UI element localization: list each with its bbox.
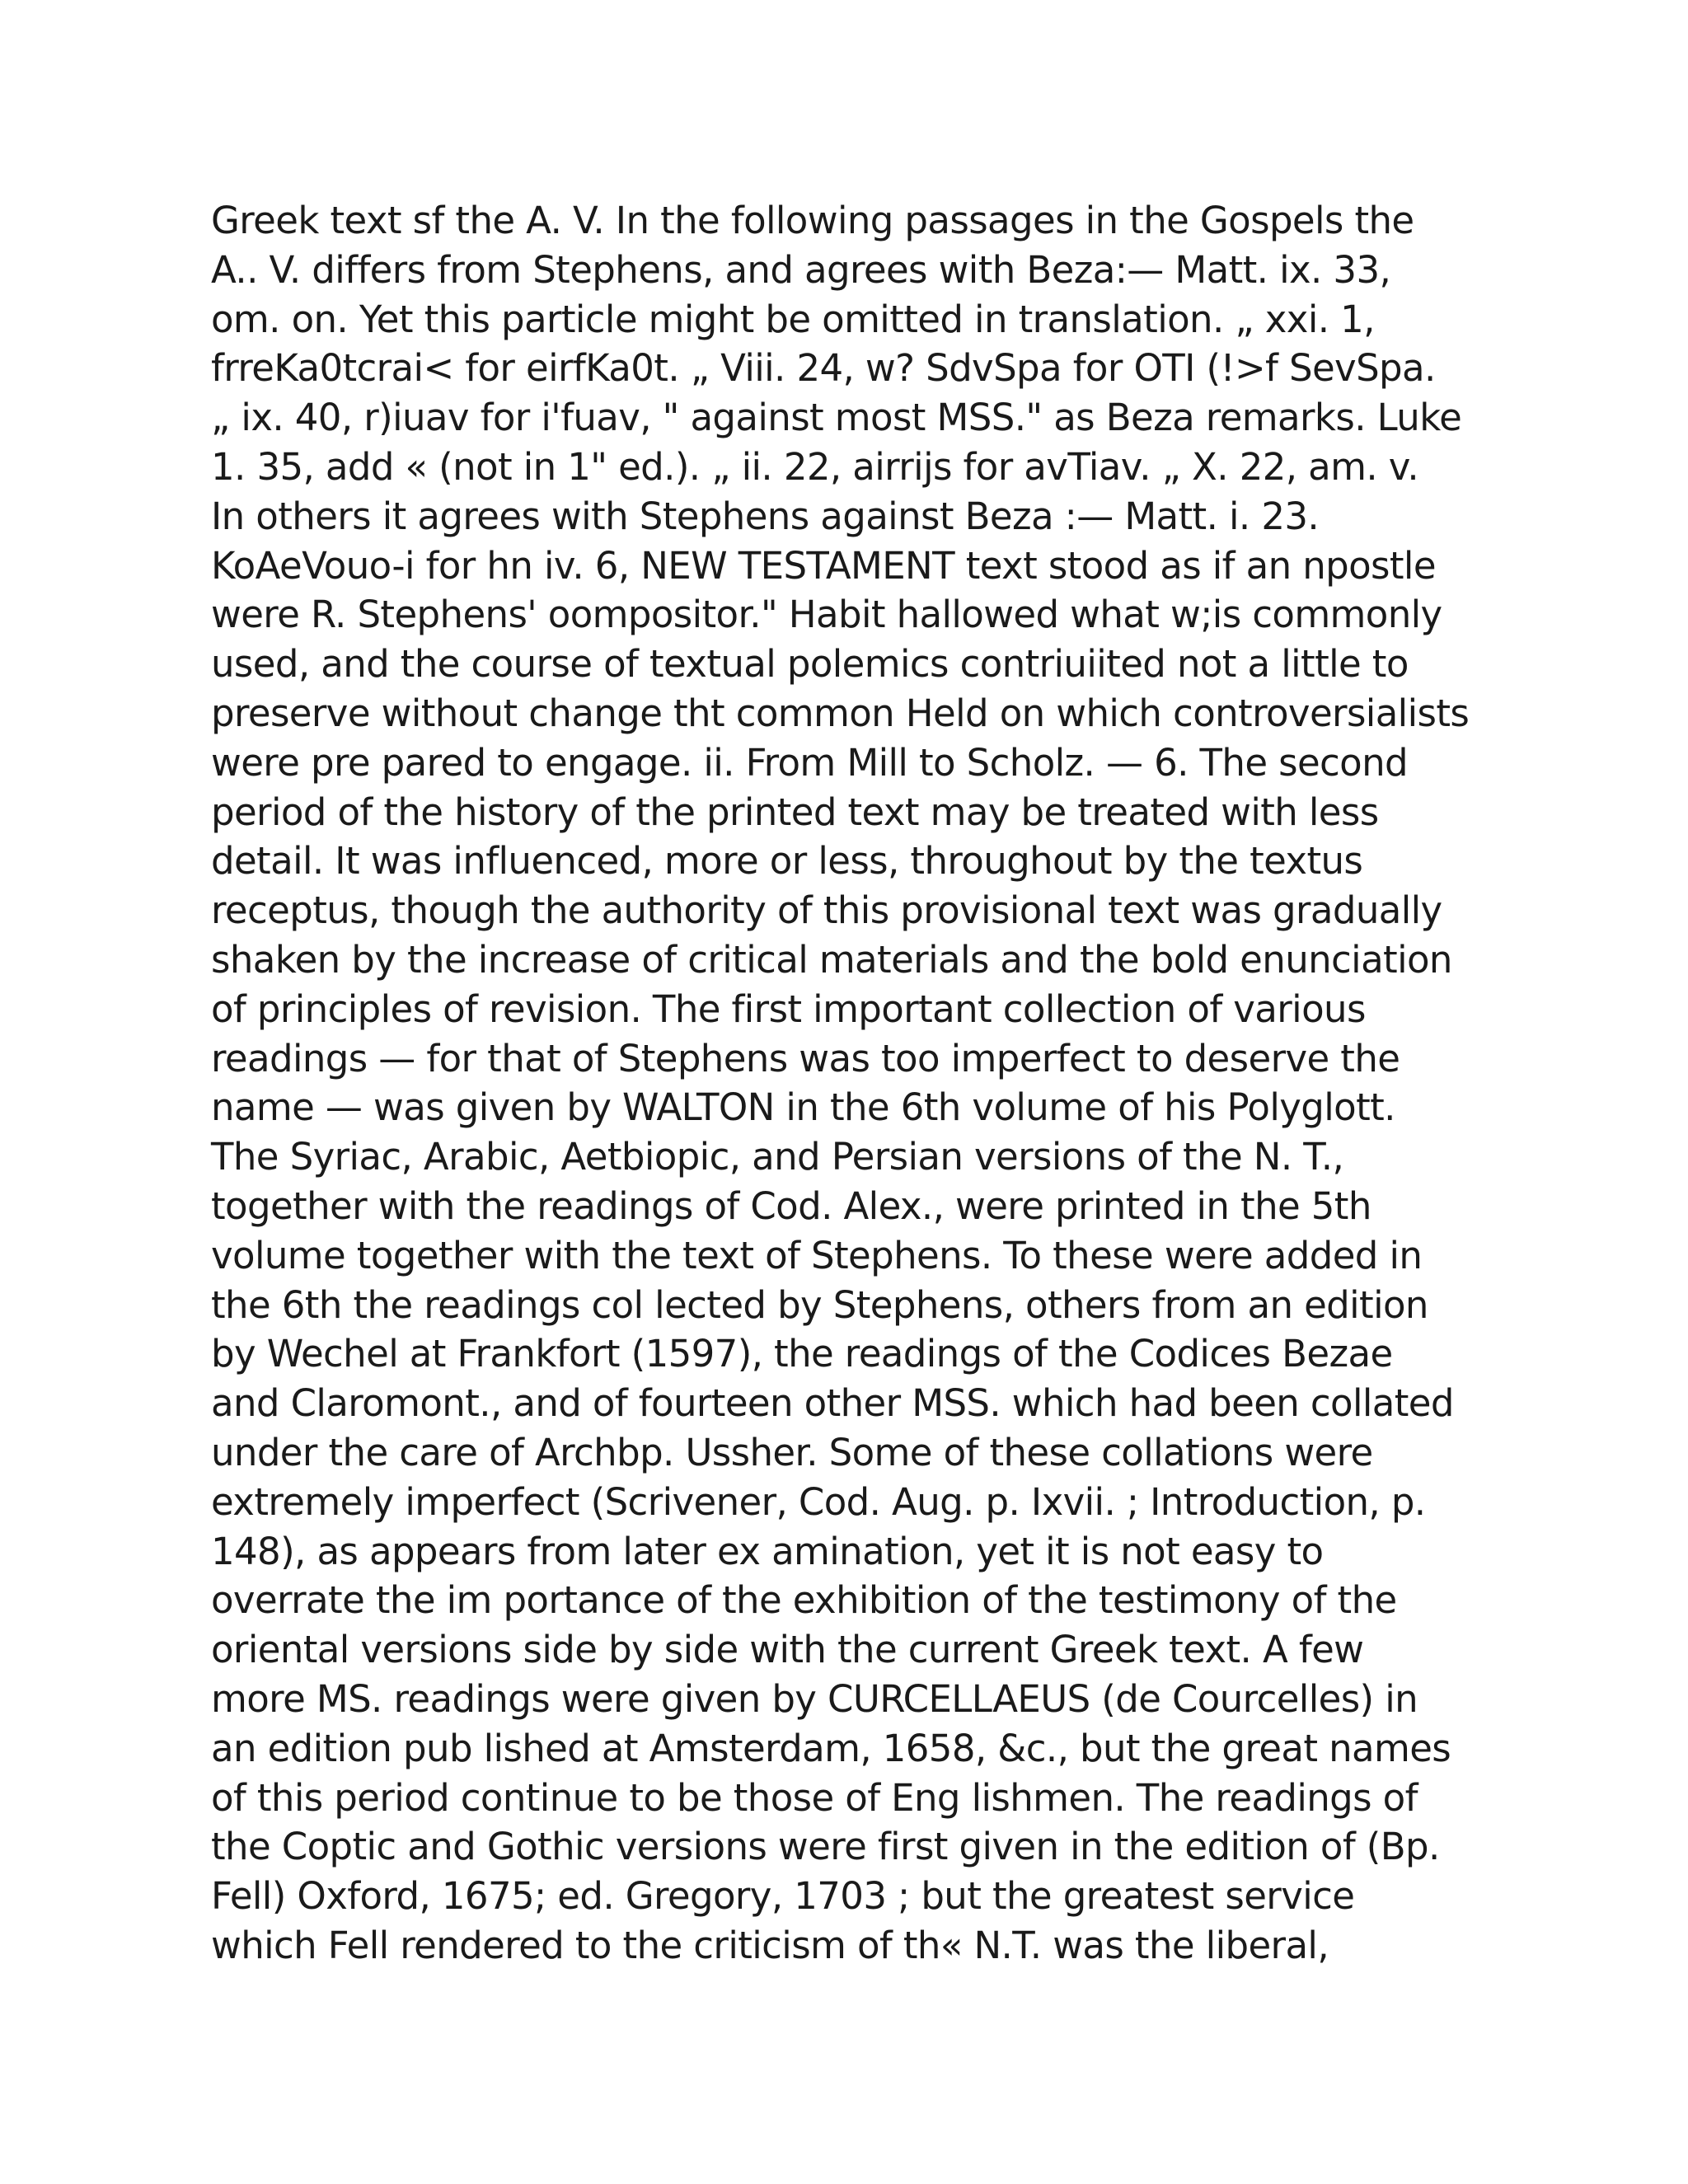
text-line: The Syriac, Arabic, Aetbiopic, and Persian versions of the N. T., bbox=[211, 1135, 1344, 1179]
text-line: by Wechel at Frankfort (1597), the readings of the Codices Bezae bbox=[211, 1332, 1393, 1376]
text-line: readings — for that of Stephens was too imperfect to deserve the bbox=[211, 1036, 1400, 1080]
text-line: which Fell rendered to the criticism of th« N.T. was the liberal, bbox=[211, 1923, 1329, 1967]
body-text bbox=[211, 196, 1497, 1971]
text-line: of this period continue to be those of Eng lishmen. The readings of bbox=[211, 1775, 1418, 1820]
text-line: shaken by the increase of critical materials and the bold enunciation bbox=[211, 937, 1452, 982]
text-line: under the care of Archbp. Ussher. Some of these collations were bbox=[211, 1430, 1373, 1474]
text-line: period of the history of the printed text may be treated with less bbox=[211, 790, 1379, 834]
text-line: an edition pub lished at Amsterdam, 1658, &c., but the great names bbox=[211, 1726, 1451, 1770]
text-line: and Claromont., and of fourteen other MSS. which had been collated bbox=[211, 1381, 1454, 1426]
text-line: more MS. readings were given by CURCELLAEUS (de Courcelles) in bbox=[211, 1676, 1418, 1721]
text-line: KoAeVouo-i for hn iv. 6, NEW TESTAMENT text stood as if an npostle bbox=[211, 543, 1436, 588]
text-line: Fell) Oxford, 1675; ed. Gregory, 1703 ; but the greatest service bbox=[211, 1874, 1355, 1919]
text-line: receptus, though the authority of this provisional text was gradually bbox=[211, 888, 1442, 933]
text-line: om. on. Yet this particle might be omitted in translation. „ xxi. 1, bbox=[211, 297, 1375, 341]
text-line: Greek text sf the A. V. In the following passages in the Gospels the bbox=[211, 199, 1414, 242]
text-line: In others it agrees with Stephens against Beza :— Matt. i. 23. bbox=[211, 494, 1320, 538]
text-line: together with the readings of Cod. Alex., were printed in the 5th bbox=[211, 1183, 1372, 1228]
text-line: 1. 35, add « (not in 1" ed.). „ ii. 22, airrijs for avTiav. „ X. 22, am. v. bbox=[211, 444, 1419, 489]
text-line: frreKa0tcrai< for eirfKa0t. „ Viii. 24, w? SdvSpa for OTI (!>f SevSpa. bbox=[211, 346, 1436, 391]
text-line: were pre pared to engage. ii. From Mill to Scholz. — 6. The second bbox=[211, 740, 1408, 785]
text-line: 148), as appears from later ex amination, yet it is not easy to bbox=[211, 1529, 1324, 1573]
text-line: extremely imperfect (Scrivener, Cod. Aug. p. Ixvii. ; Introduction, p. bbox=[211, 1479, 1426, 1524]
text-line: overrate the im portance of the exhibition of the testimony of the bbox=[211, 1578, 1397, 1623]
text-line: oriental versions side by side with the current Greek text. A few bbox=[211, 1628, 1364, 1672]
text-line: were R. Stephens' oompositor." Habit hallowed what w;is commonly bbox=[211, 593, 1442, 637]
text-line: of principles of revision. The first important collection of various bbox=[211, 987, 1366, 1031]
text-line: preserve without change tht common Held on which controversialists bbox=[211, 691, 1470, 735]
text-line: used, and the course of textual polemics contriuiited not a little to bbox=[211, 642, 1409, 687]
text-line: „ ix. 40, r)iuav for i'fuav, " against most MSS." as Beza remarks. Luke bbox=[211, 396, 1462, 440]
text-line: A.. V. differs from Stephens, and agrees with Beza:— Matt. ix. 33, bbox=[211, 247, 1391, 292]
text-line: detail. It was influenced, more or less, throughout by the textus bbox=[211, 839, 1363, 883]
text-line: the 6th the readings col lected by Stephens, others from an edition bbox=[211, 1282, 1428, 1327]
text-line: the Coptic and Gothic versions were first given in the edition of (Bp. bbox=[211, 1825, 1440, 1869]
text-line: name — was given by WALTON in the 6th volume of his Polyglott. bbox=[211, 1085, 1395, 1130]
text-line: volume together with the text of Stephens. To these were added in bbox=[211, 1233, 1423, 1277]
